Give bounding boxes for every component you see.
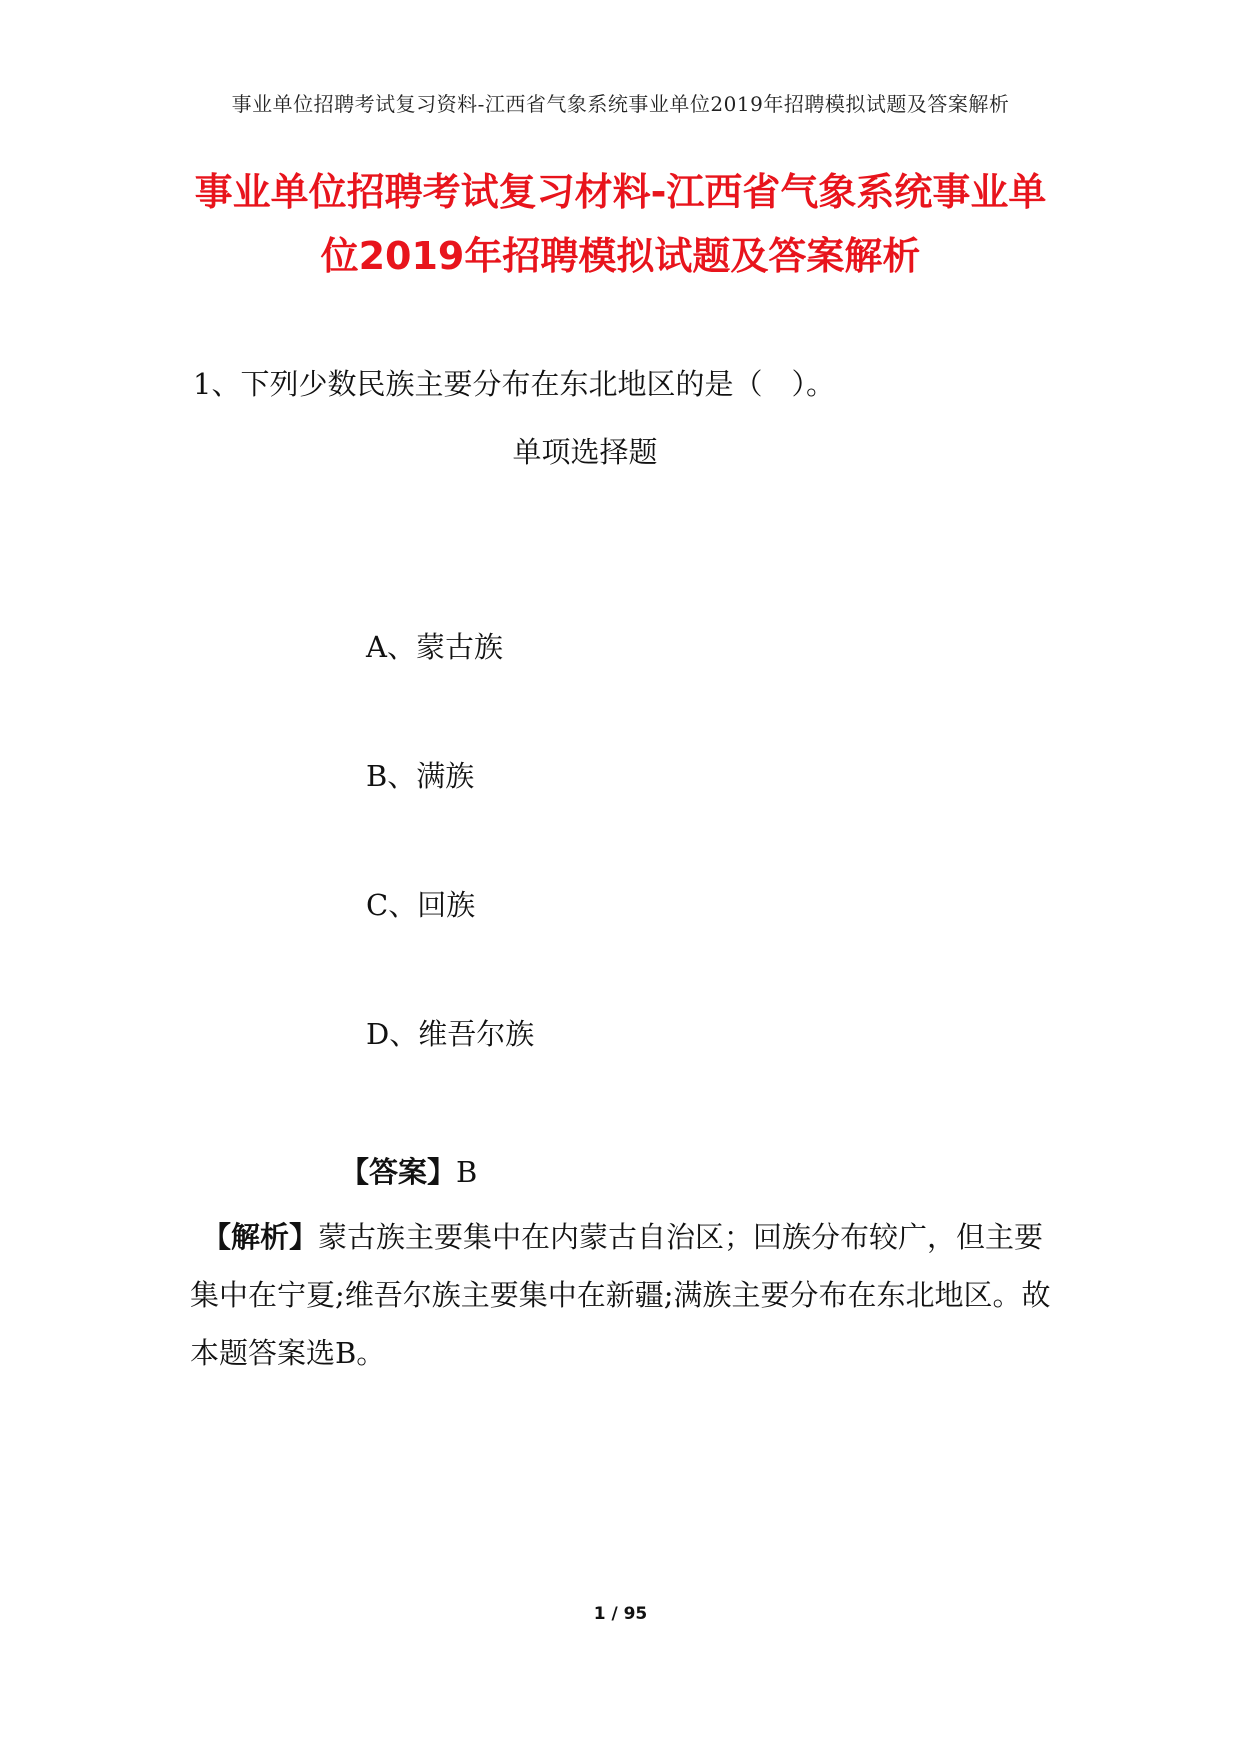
option-c: C、回族 — [366, 888, 476, 922]
analysis-text: 蒙古族主要集中在内蒙古自治区；回族分布较广，但主要集中在宁夏;维吾尔族主要集中在新疆;满族主要分布在东北地区。故本题答案选B。 — [190, 1220, 1051, 1370]
option-a: A、蒙古族 — [366, 630, 503, 664]
option-d: D、维吾尔族 — [366, 1017, 535, 1051]
analysis-paragraph — [190, 1208, 1062, 1382]
answer-value: B — [456, 1155, 478, 1189]
running-header: 事业单位招聘考试复习资料-江西省气象系统事业单位2019年招聘模拟试题及答案解析 — [231, 92, 1010, 116]
answer-line — [340, 1150, 477, 1191]
page-number: 1 / 95 — [593, 1604, 648, 1624]
option-b: B、满族 — [366, 759, 475, 793]
document-title: 事业单位招聘考试复习材料-江西省气象系统事业单位2019年招聘模拟试题及答案解析 — [194, 170, 1047, 278]
answer-label: 【答案】 — [340, 1155, 457, 1189]
analysis-label: 【解析】 — [202, 1220, 319, 1254]
question-type: 单项选择题 — [512, 435, 658, 469]
question-text: 1、下列少数民族主要分布在东北地区的是（ ）。 — [193, 367, 835, 401]
